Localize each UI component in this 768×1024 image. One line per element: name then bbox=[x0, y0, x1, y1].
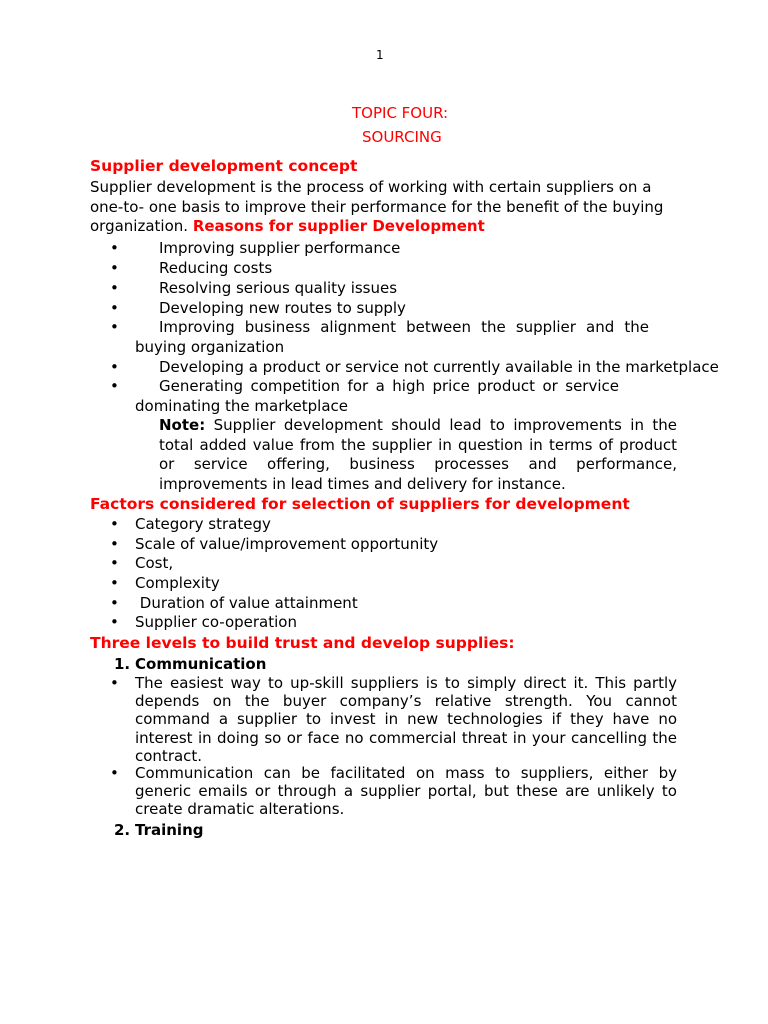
reason-continuation: buying organization bbox=[135, 338, 285, 356]
note-line: improvements in lead times and delivery for instance. bbox=[159, 475, 566, 494]
note-text: Supplier development should lead to improvements in the bbox=[213, 416, 677, 434]
bullet-glyph: • bbox=[110, 377, 119, 395]
reason-item: Reducing costs bbox=[159, 259, 273, 277]
bullet-glyph: • bbox=[110, 674, 119, 692]
intro-line-1: Supplier development is the process of working with certain suppliers on a bbox=[90, 178, 652, 196]
bullet-glyph: • bbox=[110, 535, 119, 553]
bullet-glyph: • bbox=[110, 318, 119, 336]
level-2-title: Training bbox=[135, 821, 204, 839]
paragraph-line: contract. bbox=[135, 746, 203, 765]
communication-paragraph-1 bbox=[135, 674, 677, 765]
note-line: total added value from the supplier in question in terms of product bbox=[159, 435, 677, 454]
factor-item: Scale of value/improvement opportunity bbox=[135, 535, 439, 553]
intro-line-3-text: organization. bbox=[90, 217, 189, 235]
factor-item: Complexity bbox=[135, 574, 220, 592]
factor-item: Supplier co-operation bbox=[135, 613, 297, 631]
bullet-glyph: • bbox=[110, 279, 119, 297]
paragraph-line: depends on the buyer company’s relative strength. You cannot bbox=[135, 692, 677, 711]
reason-line: Generating competition for a high price product or service bbox=[159, 377, 619, 395]
bullet-glyph: • bbox=[110, 554, 119, 572]
factor-item: Duration of value attainment bbox=[135, 594, 358, 612]
intro-line-3 bbox=[90, 217, 485, 237]
bullet-glyph: • bbox=[110, 358, 119, 376]
paragraph-line: interest in doing so or face no commercial threat in your cancelling the bbox=[135, 728, 677, 747]
reason-item-justified bbox=[159, 318, 649, 338]
note-block bbox=[159, 416, 677, 495]
paragraph-line: create dramatic alterations. bbox=[135, 800, 345, 819]
note-line: or service offering, business processes and performance, bbox=[159, 455, 677, 474]
factors-heading: Factors considered for selection of suppliers for development bbox=[90, 495, 630, 513]
paragraph-line: command a supplier to invest in new technologies if they have no bbox=[135, 710, 677, 729]
factor-item: Cost, bbox=[135, 554, 174, 572]
supplier-development-heading: Supplier development concept bbox=[90, 157, 358, 175]
paragraph-line: generic emails or through a supplier portal, but these are unlikely to bbox=[135, 782, 677, 801]
page-number: 1 bbox=[376, 48, 384, 62]
bullet-glyph: • bbox=[110, 574, 119, 592]
level-1-title: Communication bbox=[135, 655, 267, 673]
bullet-glyph: • bbox=[110, 259, 119, 277]
note-label: Note: bbox=[159, 416, 206, 434]
communication-paragraph-2 bbox=[135, 764, 677, 819]
note-line bbox=[159, 416, 677, 436]
bullet-glyph: • bbox=[110, 515, 119, 533]
reason-item: Resolving serious quality issues bbox=[159, 279, 398, 297]
factor-item: Category strategy bbox=[135, 515, 271, 533]
topic-title: TOPIC FOUR: bbox=[352, 104, 449, 122]
paragraph-line: The easiest way to up-skill suppliers is to simply direct it. This partly bbox=[135, 674, 677, 692]
bullet-glyph: • bbox=[110, 764, 119, 782]
reason-line: Improving business alignment between the supplier and the bbox=[159, 318, 649, 336]
reason-item: Developing new routes to supply bbox=[159, 299, 406, 317]
reasons-heading: Reasons for supplier Development bbox=[192, 217, 485, 235]
reason-item-justified bbox=[159, 377, 619, 397]
reason-item: Improving supplier performance bbox=[159, 239, 401, 257]
bullet-glyph: • bbox=[110, 613, 119, 631]
reason-item: Developing a product or service not currently available in the marketplace bbox=[159, 358, 719, 376]
bullet-glyph: • bbox=[110, 594, 119, 612]
intro-line-2: one-to- one basis to improve their performance for the benefit of the buying bbox=[90, 198, 664, 216]
topic-subtitle: SOURCING bbox=[362, 128, 442, 146]
level-2-number: 2. bbox=[114, 821, 131, 839]
level-1-number: 1. bbox=[114, 655, 131, 673]
trust-levels-heading: Three levels to build trust and develop supplies: bbox=[90, 634, 515, 652]
bullet-glyph: • bbox=[110, 239, 119, 257]
bullet-glyph: • bbox=[110, 299, 119, 317]
reason-continuation: dominating the marketplace bbox=[135, 397, 348, 415]
paragraph-line: Communication can be facilitated on mass to suppliers, either by bbox=[135, 764, 677, 782]
